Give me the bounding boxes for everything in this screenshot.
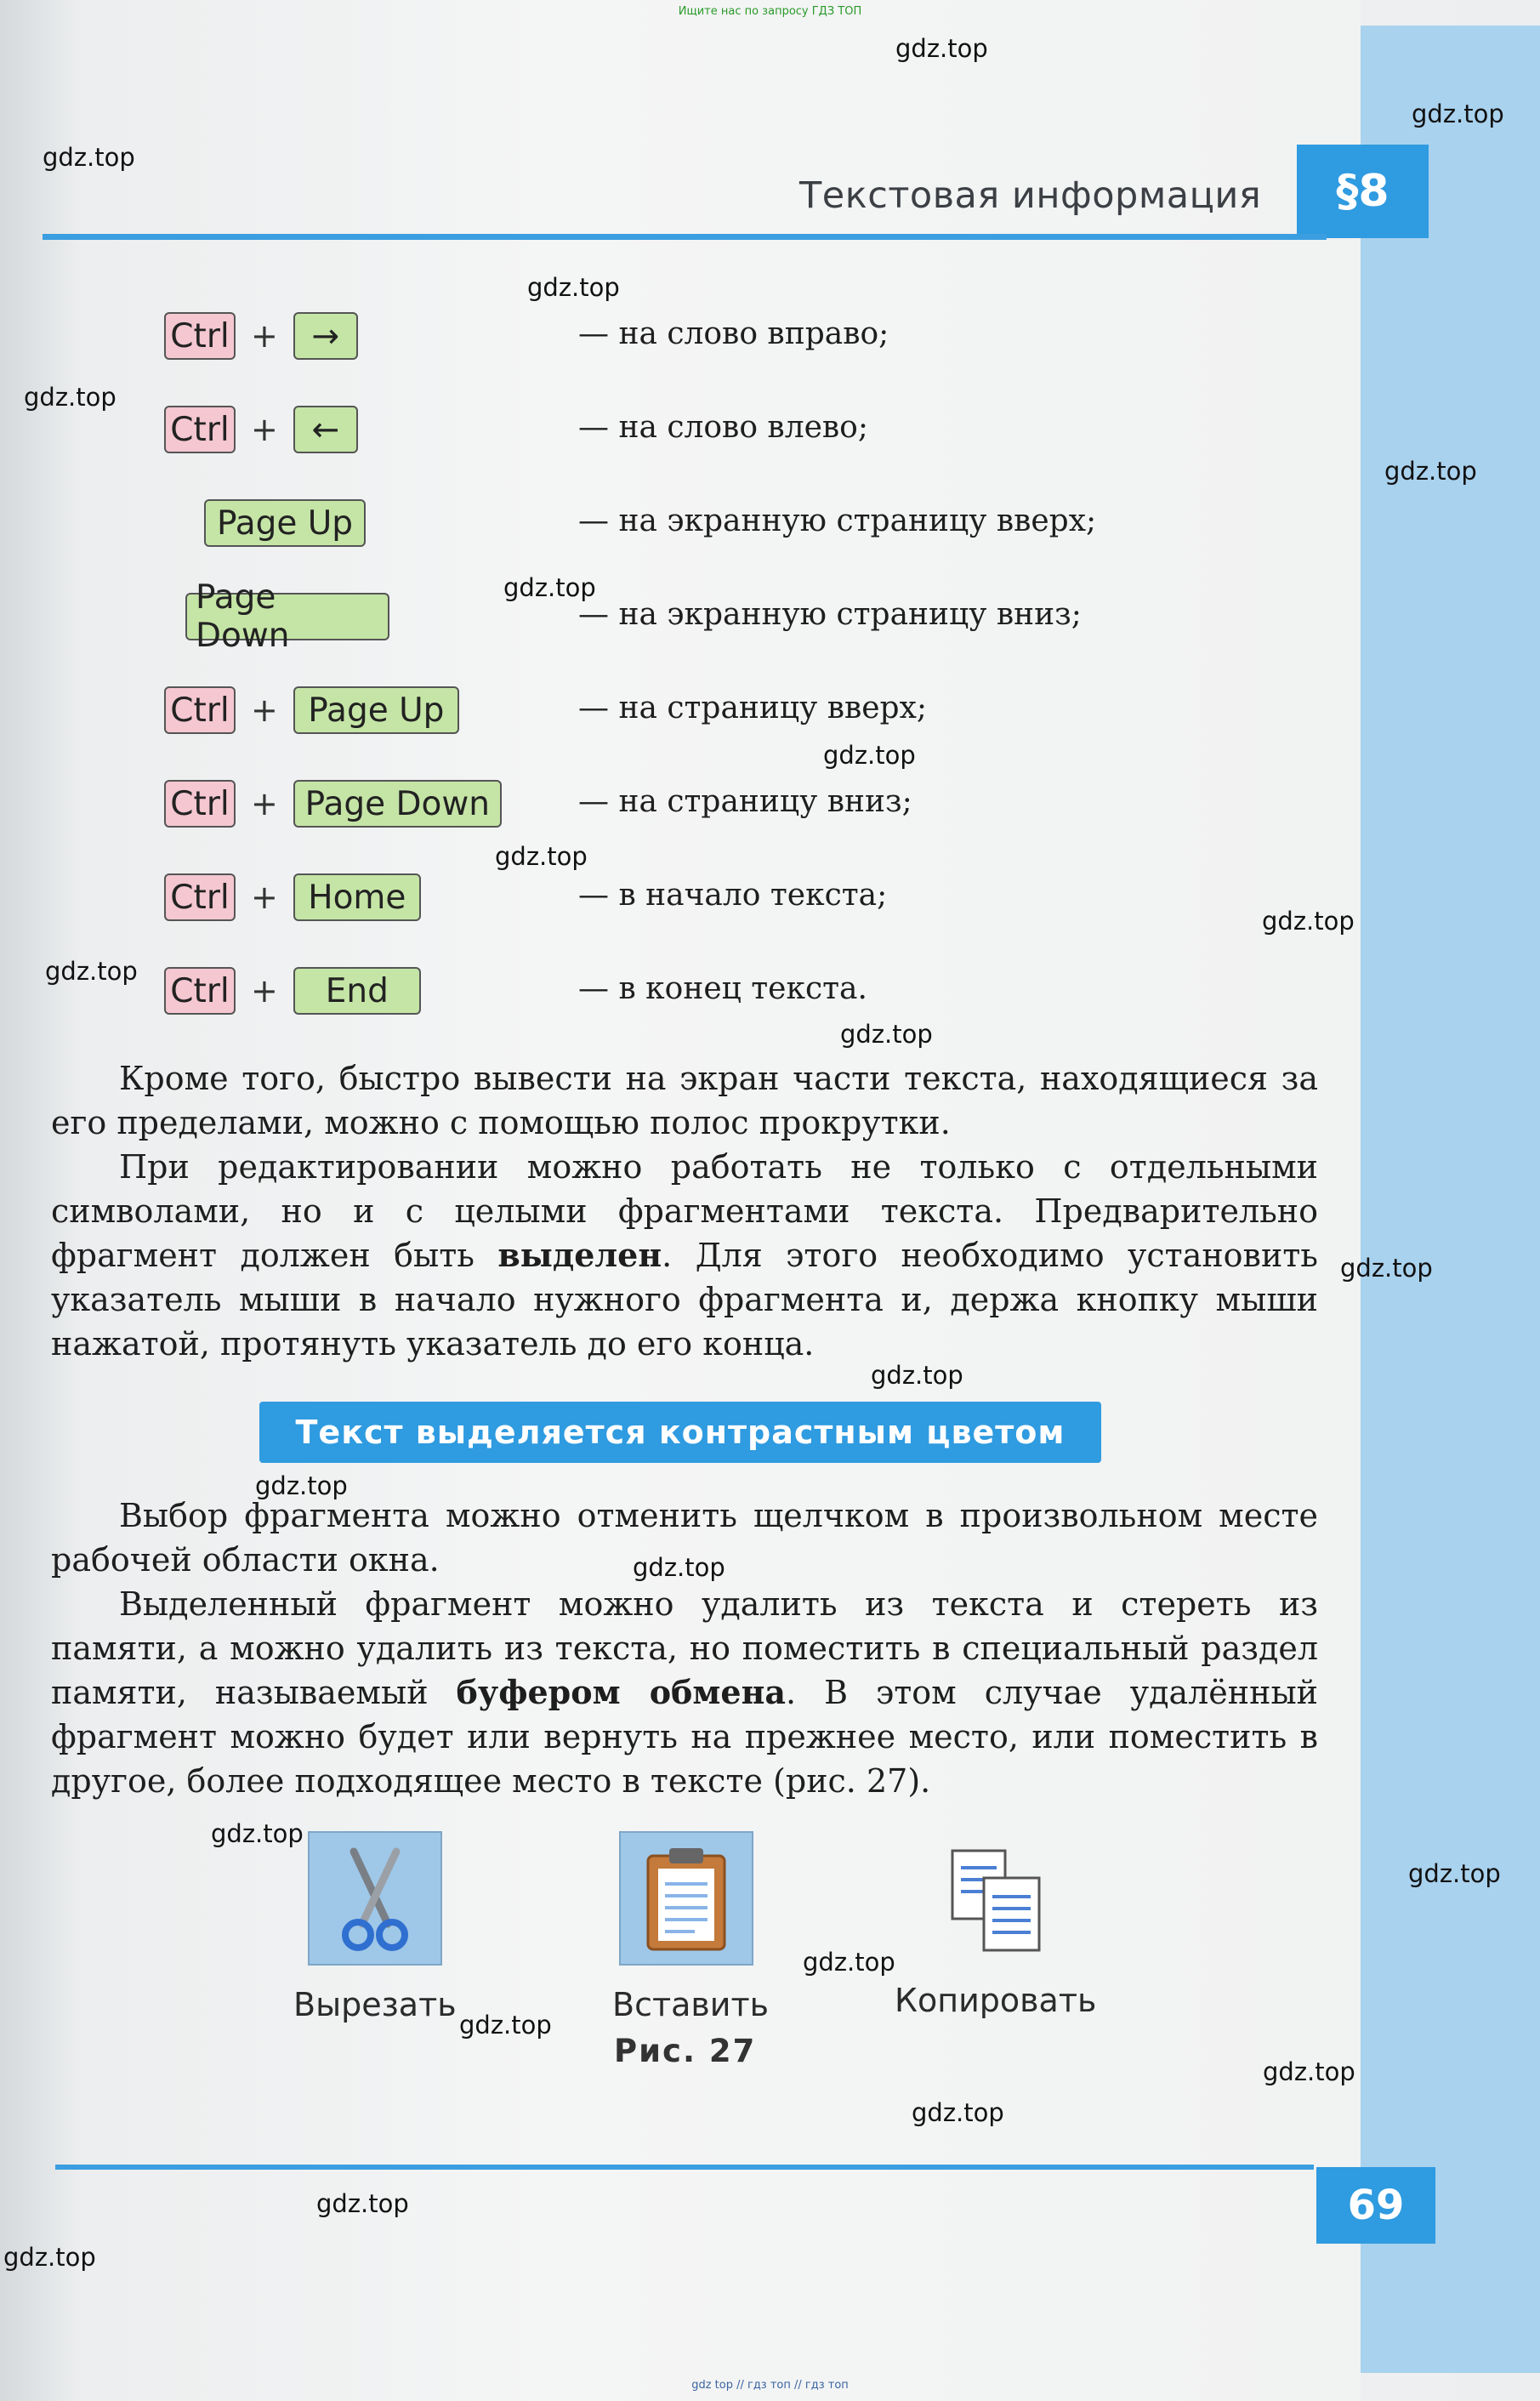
watermark-label: gdz.top — [895, 34, 988, 63]
paragraph — [51, 1145, 1318, 1366]
header-divider — [43, 234, 1327, 240]
watermark-label: gdz.top — [503, 573, 596, 602]
side-strip-inner — [1361, 26, 1540, 2373]
ctrl-key: Ctrl — [164, 406, 236, 453]
watermark-label: gdz.top — [43, 143, 135, 172]
watermark-label: gdz.top — [803, 1948, 895, 1977]
ctrl-key: Ctrl — [164, 312, 236, 360]
page-title: Текстовая информация — [799, 174, 1262, 217]
watermark-label: gdz.top — [3, 2243, 96, 2272]
arrow-left-key: ← — [293, 406, 358, 453]
paragraph — [51, 1494, 1318, 1582]
watermark-label: gdz.top — [1384, 457, 1477, 486]
page-up-key: Page Up — [293, 686, 459, 734]
plus-sign: + — [251, 972, 278, 1010]
watermark-top: Ищите нас по запросу ГДЗ ТОП — [678, 5, 862, 18]
paste-label: Вставить — [612, 1986, 770, 2023]
section-badge: §8 — [1297, 145, 1429, 238]
shortcut-row — [185, 578, 389, 655]
shortcut-description: — на слово вправо; — [578, 316, 889, 351]
page-down-key: Page Down — [293, 780, 502, 828]
watermark-label: gdz.top — [211, 1819, 304, 1848]
shortcut-description: — в конец текста. — [578, 971, 867, 1006]
shortcut-row — [164, 306, 358, 366]
clipboard-icon — [619, 1831, 753, 1966]
shortcut-row — [164, 868, 421, 927]
term-highlighted: буфером обмена — [456, 1673, 787, 1711]
watermark-label: gdz.top — [1262, 907, 1355, 936]
watermark-label: gdz.top — [45, 957, 138, 986]
paragraph-text: Выбор фрагмента можно отменить щелчком в произвольном месте рабочей области окна. — [51, 1497, 1318, 1579]
ctrl-key: Ctrl — [164, 686, 236, 734]
paragraph-text: . Для этого необходимо установить указатель мыши в начало нужного фрагмента и, держа кнопку мыши нажатой, протянуть указатель до его конца. — [51, 1237, 1318, 1363]
watermark-label: gdz.top — [912, 2098, 1004, 2127]
watermark-label: gdz.top — [1263, 2057, 1355, 2086]
page-up-key: Page Up — [204, 499, 366, 547]
home-key: Home — [293, 873, 421, 921]
scissors-icon — [308, 1831, 442, 1966]
watermark-label: gdz.top — [1408, 1859, 1501, 1888]
shortcut-description: — на экранную страницу вверх; — [578, 504, 1097, 538]
watermark-label: gdz.top — [823, 741, 916, 770]
watermark-label: gdz.top — [316, 2189, 409, 2218]
watermark-label: gdz.top — [633, 1553, 725, 1582]
shortcut-description: — на страницу вверх; — [578, 691, 928, 725]
copy-label: Копировать — [895, 1982, 1097, 2019]
shortcut-row — [164, 961, 421, 1021]
watermark-label: gdz.top — [871, 1361, 963, 1390]
page-number: 69 — [1316, 2167, 1435, 2244]
watermark-label: gdz.top — [459, 2011, 552, 2040]
shortcut-row — [204, 493, 366, 553]
paragraph-text: . В этом случае удалённый фрагмент можно будет или вернуть на прежнее место, или поместить в другое, более подходящее место в тексте (рис. 27). — [51, 1674, 1319, 1800]
plus-sign: + — [251, 411, 278, 448]
end-key: End — [293, 967, 421, 1015]
watermark-label: gdz.top — [255, 1471, 348, 1500]
plus-sign: + — [251, 785, 278, 822]
copy-icon — [946, 1844, 1048, 1954]
paragraph-text: Выделенный фрагмент можно удалить из текста и стереть из памяти, а можно удалить из текста, но поместить в специальный раздел памяти, называемый — [51, 1585, 1318, 1711]
ctrl-key: Ctrl — [164, 780, 236, 828]
cut-label: Вырезать — [293, 1986, 457, 2023]
ctrl-key: Ctrl — [164, 967, 236, 1015]
term-highlighted: выделен — [497, 1236, 662, 1274]
watermark-label: gdz.top — [1412, 100, 1504, 128]
watermark-label: gdz.top — [495, 842, 588, 871]
watermark-label: gdz.top — [527, 273, 620, 302]
arrow-right-key: → — [293, 312, 358, 360]
page-down-key: Page Down — [185, 593, 389, 640]
plus-sign: + — [251, 317, 278, 355]
plus-sign: + — [251, 879, 278, 916]
paragraph — [51, 1056, 1318, 1145]
shortcut-description: — на экранную страницу вниз; — [578, 597, 1082, 632]
watermark-label: gdz.top — [24, 383, 116, 412]
footer-divider — [55, 2165, 1314, 2170]
shortcut-row — [164, 680, 459, 740]
watermark-label: gdz.top — [840, 1020, 933, 1049]
ctrl-key: Ctrl — [164, 873, 236, 921]
shortcut-row — [164, 400, 358, 459]
paragraph-text: Кроме того, быстро вывести на экран части текста, находящиеся за его пределами, можно с помощью полос прокрутки. — [51, 1060, 1318, 1141]
paragraph-text: При редактировании можно работать не только с отдельными символами, но и с целыми фрагментами текста. Предварительно фрагмент должен быть — [51, 1148, 1318, 1274]
shortcut-row — [164, 774, 502, 834]
paragraph — [51, 1582, 1318, 1803]
highlight-banner: Текст выделяется контрастным цветом — [259, 1402, 1101, 1463]
shortcut-description: — на страницу вниз; — [578, 784, 912, 819]
figure-caption: Рис. 27 — [614, 2033, 757, 2069]
plus-sign: + — [251, 691, 278, 729]
watermark-label: gdz.top — [1340, 1254, 1433, 1283]
watermark-bottom: gdz top // гдз топ // гдз топ — [691, 2379, 849, 2392]
shortcut-description: — на слово влево; — [578, 410, 868, 445]
shortcut-description: — в начало текста; — [578, 878, 888, 913]
